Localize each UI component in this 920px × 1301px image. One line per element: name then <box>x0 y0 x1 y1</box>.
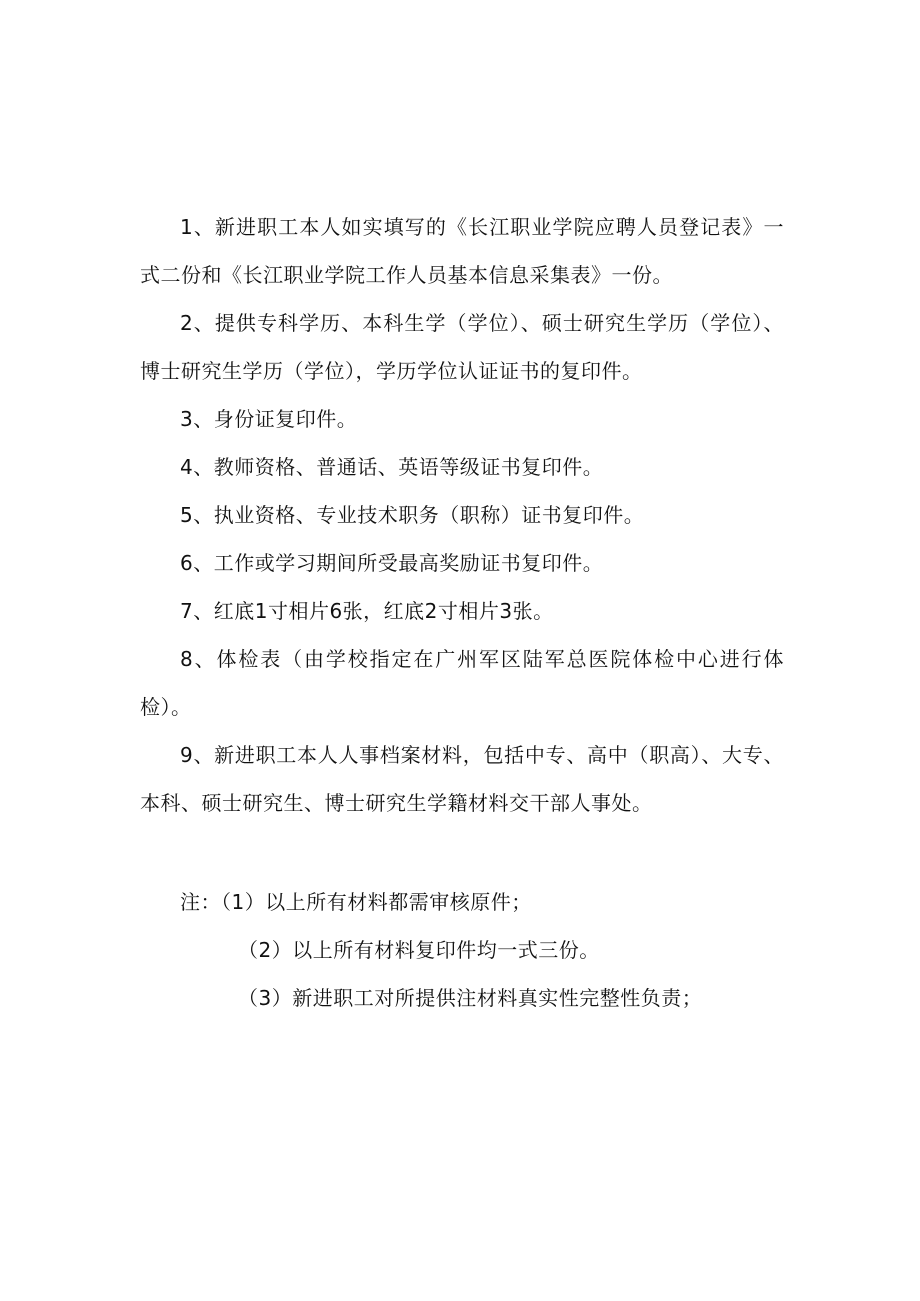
requirement-item-1: 1、新进职工本人如实填写的《长江职业学院应聘人员登记表》一式二份和《长江职业学院工作人员基本信息采集表》一份。 <box>140 215 784 287</box>
requirements-list <box>140 203 784 827</box>
requirement-item-4: 4、教师资格、普通话、英语等级证书复印件。 <box>180 455 604 479</box>
requirement-item-6: 6、工作或学习期间所受最高奖励证书复印件。 <box>180 551 604 575</box>
note-line-2: （2）以上所有材料复印件均一式三份。 <box>238 938 600 962</box>
requirement-item-3: 3、身份证复印件。 <box>180 407 358 431</box>
requirement-item-5: 5、执业资格、专业技术职务（职称）证书复印件。 <box>180 503 645 527</box>
requirement-item-2: 2、提供专科学历、本科生学（学位）、硕士研究生学历（学位）、博士研究生学历（学位），学历学位认证证书的复印件。 <box>140 311 784 383</box>
requirement-item-9: 9、新进职工本人人事档案材料，包括中专、高中（职高）、大专、本科、硕士研究生、博士研究生学籍材料交干部人事处。 <box>140 743 784 815</box>
note-line-3: （3）新进职工对所提供注材料真实性完整性负责； <box>238 986 703 1010</box>
note-text-1: （1）以上所有材料都需审核原件； <box>221 890 532 914</box>
requirement-item-7: 7、红底1寸相片6张，红底2寸相片3张。 <box>180 599 554 623</box>
requirement-item-8: 8、体检表（由学校指定在广州军区陆军总医院体检中心进行体检）。 <box>140 647 784 719</box>
note-line-1 <box>180 878 780 926</box>
notes-section <box>180 878 780 1022</box>
notes-label: 注： <box>180 890 221 914</box>
